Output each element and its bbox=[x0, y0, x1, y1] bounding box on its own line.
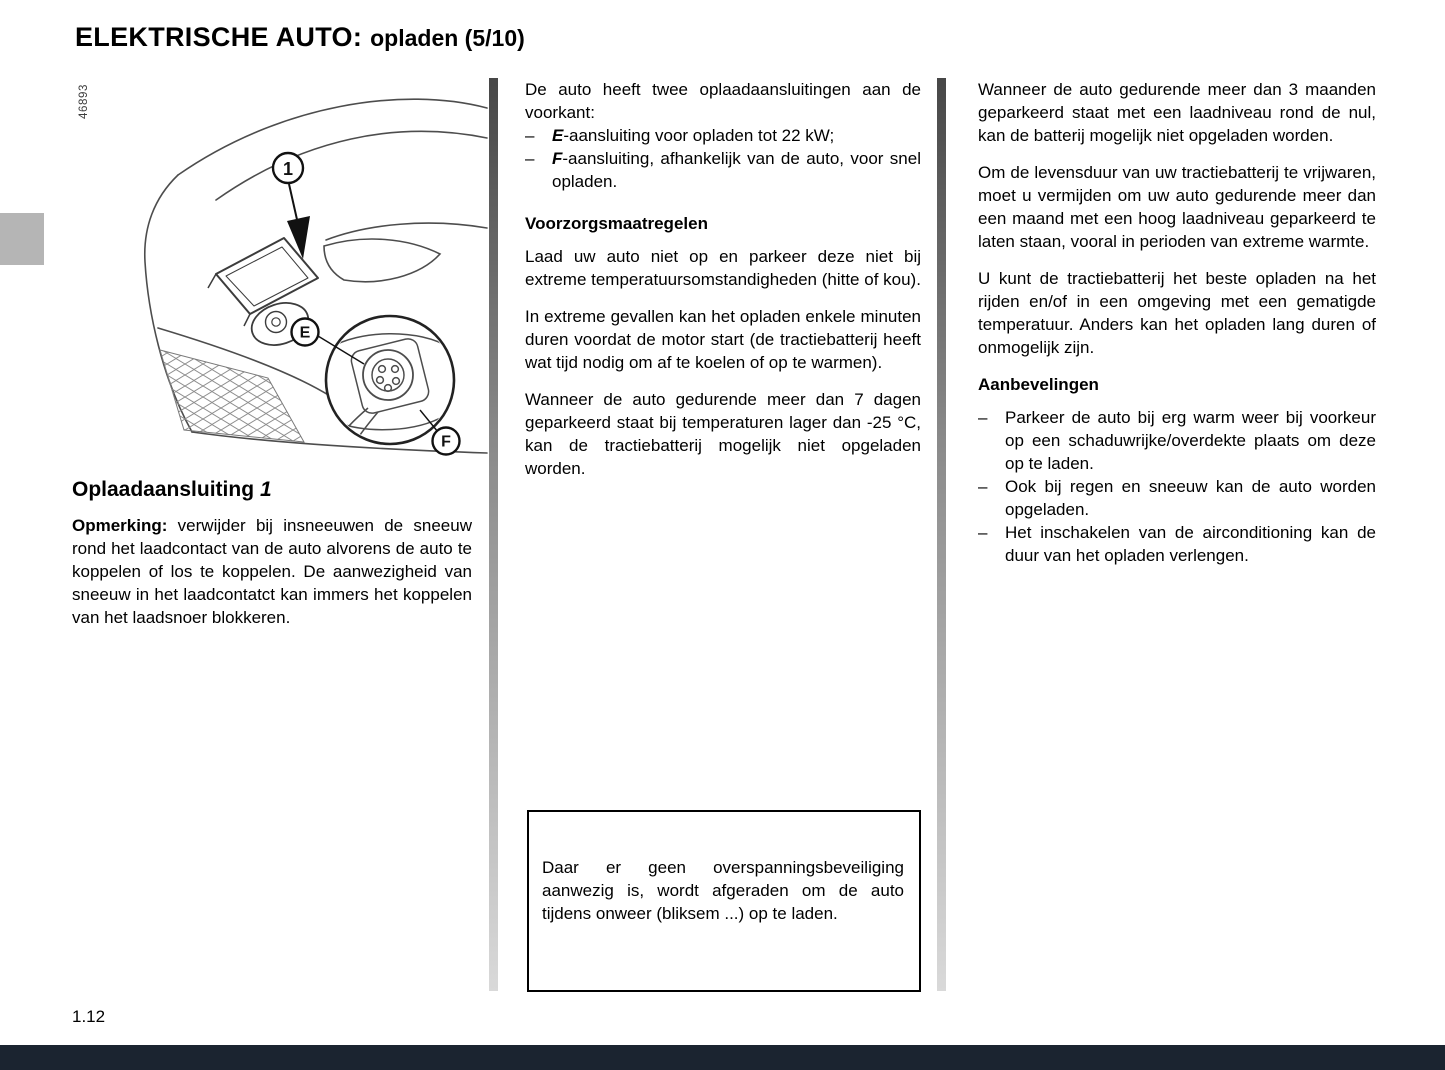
recommendations-heading: Aanbevelingen bbox=[978, 375, 1099, 394]
right-column bbox=[978, 78, 1376, 567]
page-number: 1.12 bbox=[72, 1007, 106, 1026]
recommendation-text: Het inschakelen van de airconditioning kan de duur van het opladen verlengen. bbox=[1005, 523, 1376, 565]
paragraph: Wanneer de auto gedurende meer dan 3 maanden geparkeerd staat met een laadniveau rond de nul, kan de batterij mogelijk niet opgeladen worden. bbox=[978, 80, 1376, 145]
paragraph: Laad uw auto niet op en parkeer deze niet bij extreme temperatuursomstandigheden (hitte of kou). bbox=[525, 247, 921, 289]
intro-paragraph: De auto heeft twee oplaadaansluitingen aan de voorkant: bbox=[525, 80, 921, 122]
recommendation-item bbox=[978, 406, 1376, 475]
bottom-bar bbox=[0, 1045, 1445, 1070]
warning-box bbox=[527, 810, 921, 992]
paragraph: Wanneer de auto gedurende meer dan 7 dagen geparkeerd staat bij temperaturen lager dan -25 °C, kan de tractiebatterij mogelijk niet opgeladen worden. bbox=[525, 390, 921, 478]
warning-text: Daar er geen overspanningsbeveiliging aanwezig is, wordt afgeraden om de auto tijdens onweer (bliksem ...) op te laden. bbox=[542, 858, 904, 923]
magnifier-circle bbox=[326, 316, 454, 444]
column-separator-1 bbox=[489, 78, 498, 991]
dash-glyph: – bbox=[525, 149, 535, 168]
section-tab-marker bbox=[0, 213, 44, 265]
label-f-text: F bbox=[441, 433, 451, 451]
note-label: Opmerking: bbox=[72, 516, 168, 535]
bullet-f-connector bbox=[525, 147, 921, 193]
page-title-sub: opladen (5/10) bbox=[370, 25, 525, 51]
page-title-main: ELEKTRISCHE AUTO: bbox=[75, 22, 363, 52]
bullet-text bbox=[552, 147, 921, 193]
label-f-badge bbox=[433, 428, 460, 455]
connector-letter-f: F bbox=[552, 149, 563, 168]
recommendation-text: Parkeer de auto bij erg warm weer bij voorkeur op een schaduwrijke/overdekte plaats om deze op te laden. bbox=[1005, 408, 1376, 473]
figure-number: 46893 bbox=[78, 84, 90, 119]
label-1-badge bbox=[273, 153, 303, 183]
column-separator-2 bbox=[937, 78, 946, 991]
recommendation-text: Ook bij regen en sneeuw kan de auto worden opgeladen. bbox=[1005, 477, 1376, 519]
recommendation-item bbox=[978, 521, 1376, 567]
precautions-heading: Voorzorgsmaatregelen bbox=[525, 214, 708, 233]
figure-caption-number: 1 bbox=[260, 478, 272, 501]
bullet-f-body: -aansluiting, afhankelijk van de auto, voor snel opladen. bbox=[552, 149, 921, 191]
figure-caption bbox=[72, 478, 472, 501]
label-1-text: 1 bbox=[282, 159, 294, 179]
label-e-badge bbox=[292, 319, 319, 346]
bullet-text bbox=[552, 124, 921, 147]
recommendation-item bbox=[978, 475, 1376, 521]
page-title bbox=[75, 22, 525, 53]
paragraph: U kunt de tractiebatterij het beste opladen na het rijden en/of in een omgeving met een gematigde temperatuur. Anders kan het opladen lang duren of onmogelijk zijn. bbox=[978, 269, 1376, 357]
grille-pattern bbox=[160, 350, 304, 442]
dash-glyph: – bbox=[978, 523, 988, 542]
car-charging-illustration bbox=[68, 78, 488, 468]
dash-glyph: – bbox=[525, 126, 535, 145]
paragraph: Om de levensduur van uw tractiebatterij te vrijwaren, moet u vermijden om uw auto gedurende meer dan een maand met een hoog laadniveau geparkeerd te laten staan, vooral in perioden van extreme warmte. bbox=[978, 163, 1376, 251]
label-e-text: E bbox=[299, 324, 311, 342]
dash-glyph: – bbox=[978, 408, 988, 427]
connector-letter-e: E bbox=[552, 126, 564, 145]
left-column bbox=[72, 478, 472, 643]
figure-caption-text: Oplaadaansluiting bbox=[72, 478, 255, 501]
bullet-e-connector bbox=[525, 124, 921, 147]
note-text: verwijder bij insneeuwen de sneeuw rond het laadcontact van de auto alvorens de auto te koppelen of los te koppelen. De aanwezigheid van sneeuw in het laadcontatct kan immers het koppelen van het laadsnoer blokkeren. bbox=[72, 516, 472, 627]
bullet-e-body: -aansluiting voor opladen tot 22 kW; bbox=[563, 126, 835, 145]
dash-glyph: – bbox=[978, 477, 988, 496]
paragraph: In extreme gevallen kan het opladen enkele minuten duren voordat de motor start (de tractiebatterij heeft wat tijd nodig om af te koelen of op te warmen). bbox=[525, 307, 921, 372]
middle-column bbox=[525, 78, 921, 494]
note-paragraph bbox=[72, 514, 472, 629]
